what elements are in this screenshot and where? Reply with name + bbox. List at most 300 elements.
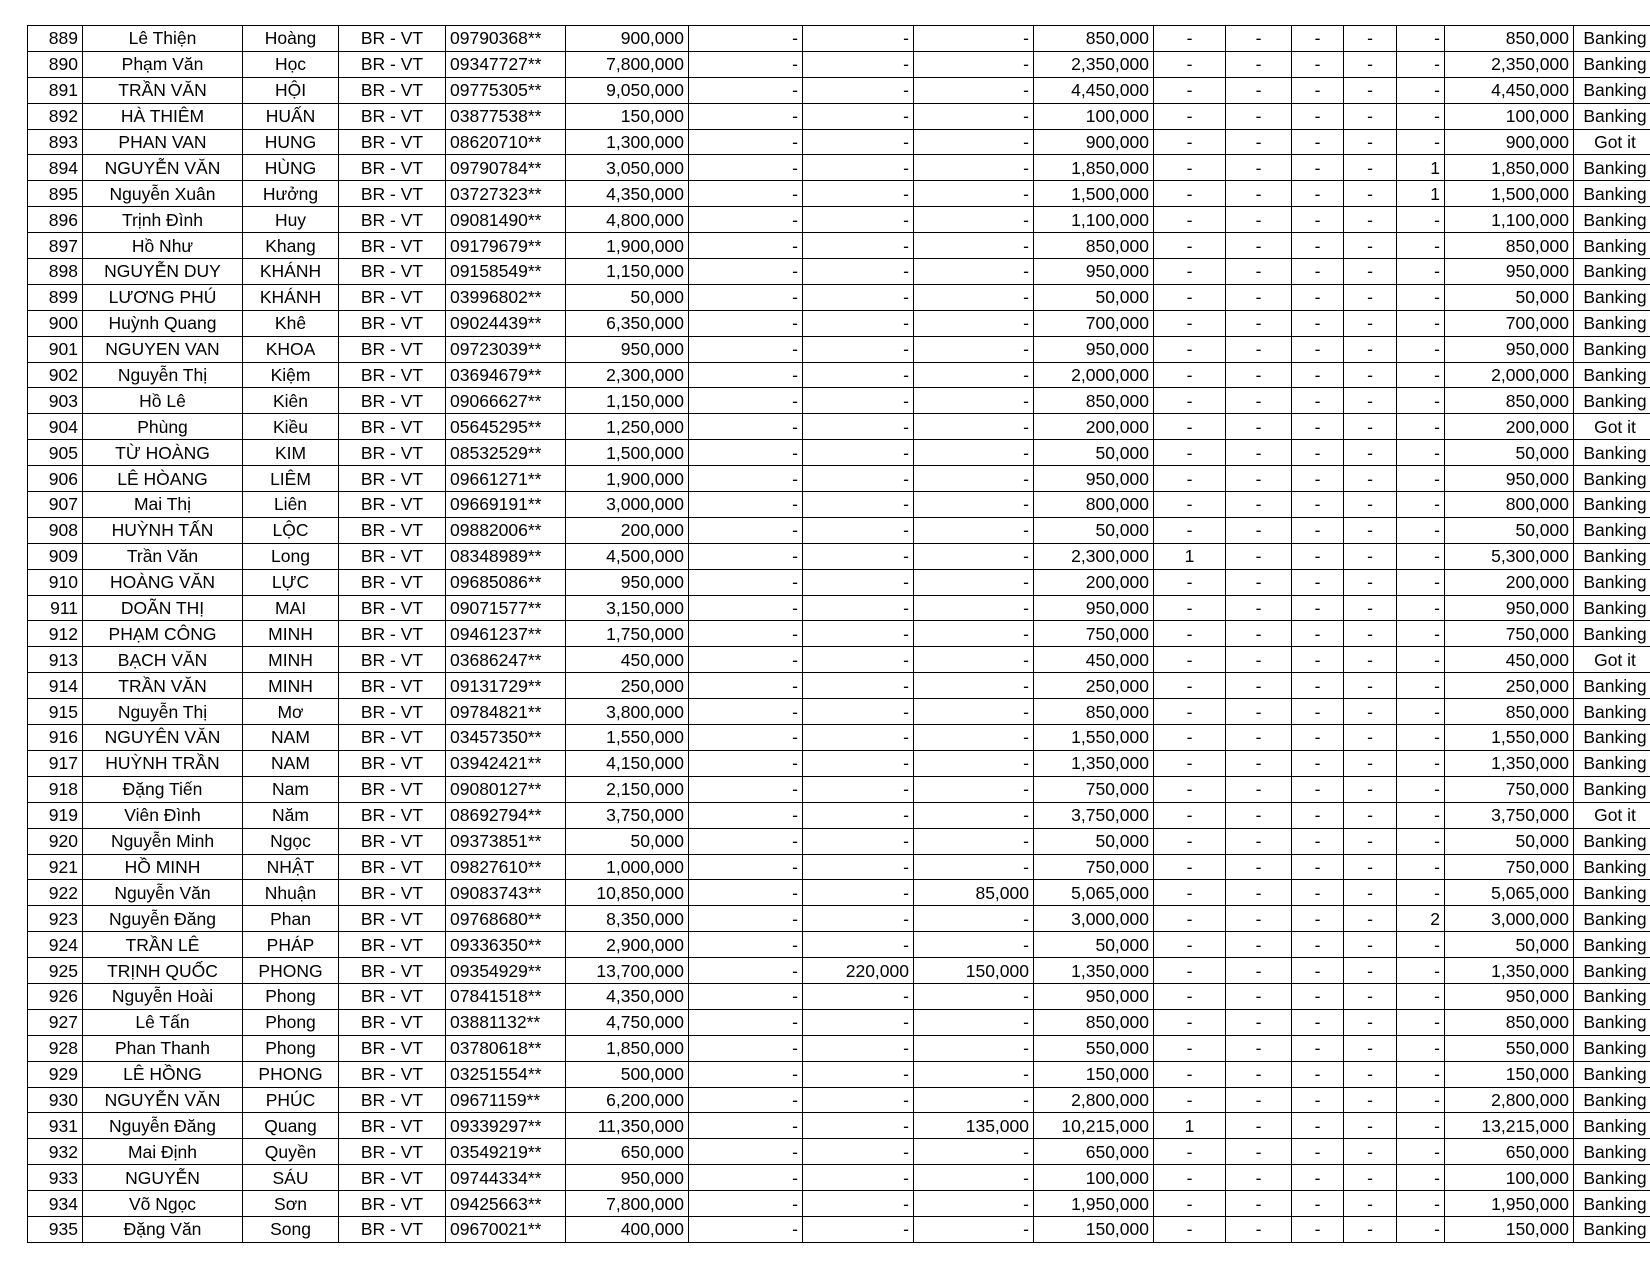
count-2-cell: - bbox=[1226, 647, 1292, 673]
count-2-cell: - bbox=[1226, 440, 1292, 466]
count-3-cell: - bbox=[1292, 207, 1344, 233]
count-3-cell: - bbox=[1292, 310, 1344, 336]
amount-3-cell: - bbox=[803, 1061, 914, 1087]
phone-cell: 09347727** bbox=[446, 51, 566, 77]
amount-4-cell: - bbox=[914, 1165, 1034, 1191]
payment-method-cell: Banking bbox=[1574, 181, 1650, 207]
count-4-cell: - bbox=[1344, 1139, 1397, 1165]
amount-2-cell: - bbox=[689, 284, 803, 310]
amount-5-cell: 50,000 bbox=[1034, 932, 1154, 958]
last-name-cell: Năm bbox=[243, 802, 339, 828]
total-amount-cell: 50,000 bbox=[1445, 517, 1574, 543]
first-name-cell: Phùng bbox=[83, 414, 243, 440]
count-4-cell: - bbox=[1344, 776, 1397, 802]
amount-1-cell: 3,150,000 bbox=[566, 595, 689, 621]
first-name-cell: Mai Thị bbox=[83, 492, 243, 518]
count-1-cell: - bbox=[1154, 259, 1226, 285]
amount-4-cell: - bbox=[914, 1061, 1034, 1087]
count-4-cell: - bbox=[1344, 1191, 1397, 1217]
amount-4-cell: 135,000 bbox=[914, 1113, 1034, 1139]
amount-1-cell: 1,900,000 bbox=[566, 466, 689, 492]
phone-cell: 09723039** bbox=[446, 336, 566, 362]
count-4-cell: - bbox=[1344, 673, 1397, 699]
total-amount-cell: 2,350,000 bbox=[1445, 51, 1574, 77]
count-5-cell: - bbox=[1397, 569, 1445, 595]
phone-cell: 09080127** bbox=[446, 776, 566, 802]
count-1-cell: - bbox=[1154, 77, 1226, 103]
count-3-cell: - bbox=[1292, 699, 1344, 725]
payment-method-cell: Banking bbox=[1574, 1191, 1650, 1217]
count-5-cell: - bbox=[1397, 129, 1445, 155]
payment-method-cell: Banking bbox=[1574, 750, 1650, 776]
count-4-cell: - bbox=[1344, 621, 1397, 647]
count-5-cell: 1 bbox=[1397, 155, 1445, 181]
first-name-cell: TỪ HOÀNG bbox=[83, 440, 243, 466]
count-4-cell: - bbox=[1344, 802, 1397, 828]
last-name-cell: KHÁNH bbox=[243, 284, 339, 310]
count-5-cell: - bbox=[1397, 77, 1445, 103]
row-number-cell: 911 bbox=[28, 595, 83, 621]
table-row bbox=[28, 1087, 1650, 1113]
first-name-cell: HUỲNH TẤN bbox=[83, 517, 243, 543]
count-3-cell: - bbox=[1292, 647, 1344, 673]
count-2-cell: - bbox=[1226, 1113, 1292, 1139]
count-4-cell: - bbox=[1344, 310, 1397, 336]
amount-4-cell: - bbox=[914, 77, 1034, 103]
count-3-cell: - bbox=[1292, 129, 1344, 155]
amount-3-cell: - bbox=[803, 440, 914, 466]
row-number-cell: 924 bbox=[28, 932, 83, 958]
province-cell: BR - VT bbox=[339, 906, 446, 932]
total-amount-cell: 200,000 bbox=[1445, 569, 1574, 595]
province-cell: BR - VT bbox=[339, 802, 446, 828]
amount-4-cell: - bbox=[914, 284, 1034, 310]
payment-method-cell: Banking bbox=[1574, 1165, 1650, 1191]
amount-2-cell: - bbox=[689, 517, 803, 543]
amount-4-cell: - bbox=[914, 1035, 1034, 1061]
count-1-cell: - bbox=[1154, 673, 1226, 699]
amount-5-cell: 850,000 bbox=[1034, 1009, 1154, 1035]
table-row bbox=[28, 207, 1650, 233]
amount-3-cell: - bbox=[803, 388, 914, 414]
first-name-cell: Phạm Văn bbox=[83, 51, 243, 77]
amount-3-cell: - bbox=[803, 699, 914, 725]
amount-3-cell: - bbox=[803, 259, 914, 285]
amount-3-cell: - bbox=[803, 880, 914, 906]
count-2-cell: - bbox=[1226, 181, 1292, 207]
table-row bbox=[28, 1165, 1650, 1191]
total-amount-cell: 50,000 bbox=[1445, 828, 1574, 854]
amount-5-cell: 250,000 bbox=[1034, 673, 1154, 699]
payment-method-cell: Banking bbox=[1574, 776, 1650, 802]
province-cell: BR - VT bbox=[339, 983, 446, 1009]
count-2-cell: - bbox=[1226, 750, 1292, 776]
count-2-cell: - bbox=[1226, 362, 1292, 388]
count-5-cell: - bbox=[1397, 362, 1445, 388]
total-amount-cell: 4,450,000 bbox=[1445, 77, 1574, 103]
amount-5-cell: 100,000 bbox=[1034, 1165, 1154, 1191]
count-1-cell: - bbox=[1154, 1009, 1226, 1035]
first-name-cell: Mai Định bbox=[83, 1139, 243, 1165]
payment-table bbox=[27, 25, 1650, 1243]
table-row bbox=[28, 517, 1650, 543]
count-5-cell: 2 bbox=[1397, 906, 1445, 932]
amount-3-cell: - bbox=[803, 983, 914, 1009]
amount-5-cell: 850,000 bbox=[1034, 233, 1154, 259]
amount-2-cell: - bbox=[689, 621, 803, 647]
first-name-cell: Nguyễn Văn bbox=[83, 880, 243, 906]
last-name-cell: Sơn bbox=[243, 1191, 339, 1217]
amount-1-cell: 9,050,000 bbox=[566, 77, 689, 103]
last-name-cell: SÁU bbox=[243, 1165, 339, 1191]
amount-4-cell: - bbox=[914, 414, 1034, 440]
amount-1-cell: 250,000 bbox=[566, 673, 689, 699]
count-2-cell: - bbox=[1226, 1191, 1292, 1217]
count-5-cell: - bbox=[1397, 1165, 1445, 1191]
count-5-cell: - bbox=[1397, 750, 1445, 776]
phone-cell: 08692794** bbox=[446, 802, 566, 828]
phone-cell: 09775305** bbox=[446, 77, 566, 103]
count-1-cell: - bbox=[1154, 595, 1226, 621]
amount-4-cell: - bbox=[914, 699, 1034, 725]
count-1-cell: - bbox=[1154, 181, 1226, 207]
first-name-cell: HUỲNH TRẦN bbox=[83, 750, 243, 776]
row-number-cell: 921 bbox=[28, 854, 83, 880]
table-row bbox=[28, 1139, 1650, 1165]
count-4-cell: - bbox=[1344, 595, 1397, 621]
first-name-cell: Đặng Văn bbox=[83, 1216, 243, 1242]
count-3-cell: - bbox=[1292, 1035, 1344, 1061]
count-4-cell: - bbox=[1344, 181, 1397, 207]
amount-3-cell: 220,000 bbox=[803, 958, 914, 984]
amount-4-cell: - bbox=[914, 1009, 1034, 1035]
last-name-cell: PHONG bbox=[243, 958, 339, 984]
count-3-cell: - bbox=[1292, 750, 1344, 776]
payment-method-cell: Banking bbox=[1574, 828, 1650, 854]
count-1-cell: - bbox=[1154, 983, 1226, 1009]
last-name-cell: Phong bbox=[243, 983, 339, 1009]
count-2-cell: - bbox=[1226, 492, 1292, 518]
count-3-cell: - bbox=[1292, 828, 1344, 854]
count-3-cell: - bbox=[1292, 517, 1344, 543]
phone-cell: 09670021** bbox=[446, 1216, 566, 1242]
count-5-cell: - bbox=[1397, 699, 1445, 725]
amount-5-cell: 2,300,000 bbox=[1034, 543, 1154, 569]
table-row bbox=[28, 880, 1650, 906]
phone-cell: 09744334** bbox=[446, 1165, 566, 1191]
first-name-cell: Lê Tấn bbox=[83, 1009, 243, 1035]
amount-3-cell: - bbox=[803, 103, 914, 129]
amount-2-cell: - bbox=[689, 259, 803, 285]
amount-4-cell: - bbox=[914, 1216, 1034, 1242]
table-row bbox=[28, 388, 1650, 414]
amount-5-cell: 1,950,000 bbox=[1034, 1191, 1154, 1217]
table-row bbox=[28, 129, 1650, 155]
amount-3-cell: - bbox=[803, 362, 914, 388]
count-5-cell: - bbox=[1397, 1009, 1445, 1035]
count-2-cell: - bbox=[1226, 621, 1292, 647]
province-cell: BR - VT bbox=[339, 129, 446, 155]
amount-3-cell: - bbox=[803, 854, 914, 880]
last-name-cell: LỘC bbox=[243, 517, 339, 543]
province-cell: BR - VT bbox=[339, 1113, 446, 1139]
table-row bbox=[28, 647, 1650, 673]
count-3-cell: - bbox=[1292, 1061, 1344, 1087]
province-cell: BR - VT bbox=[339, 543, 446, 569]
payment-method-cell: Banking bbox=[1574, 1113, 1650, 1139]
table-row bbox=[28, 1113, 1650, 1139]
amount-3-cell: - bbox=[803, 673, 914, 699]
count-4-cell: - bbox=[1344, 414, 1397, 440]
province-cell: BR - VT bbox=[339, 725, 446, 751]
amount-1-cell: 13,700,000 bbox=[566, 958, 689, 984]
row-number-cell: 915 bbox=[28, 699, 83, 725]
row-number-cell: 895 bbox=[28, 181, 83, 207]
amount-4-cell: - bbox=[914, 725, 1034, 751]
count-2-cell: - bbox=[1226, 1009, 1292, 1035]
row-number-cell: 931 bbox=[28, 1113, 83, 1139]
phone-cell: 03780618** bbox=[446, 1035, 566, 1061]
payment-method-cell: Banking bbox=[1574, 362, 1650, 388]
first-name-cell: Nguyễn Đăng bbox=[83, 1113, 243, 1139]
amount-1-cell: 950,000 bbox=[566, 336, 689, 362]
table-row bbox=[28, 932, 1650, 958]
amount-1-cell: 900,000 bbox=[566, 26, 689, 52]
row-number-cell: 930 bbox=[28, 1087, 83, 1113]
amount-1-cell: 4,800,000 bbox=[566, 207, 689, 233]
amount-2-cell: - bbox=[689, 569, 803, 595]
count-3-cell: - bbox=[1292, 181, 1344, 207]
amount-5-cell: 1,350,000 bbox=[1034, 750, 1154, 776]
table-row bbox=[28, 595, 1650, 621]
amount-3-cell: - bbox=[803, 284, 914, 310]
table-row bbox=[28, 1216, 1650, 1242]
count-5-cell: - bbox=[1397, 466, 1445, 492]
amount-4-cell: - bbox=[914, 207, 1034, 233]
count-3-cell: - bbox=[1292, 1139, 1344, 1165]
table-row bbox=[28, 673, 1650, 699]
count-4-cell: - bbox=[1344, 1087, 1397, 1113]
table-row bbox=[28, 440, 1650, 466]
total-amount-cell: 850,000 bbox=[1445, 1009, 1574, 1035]
amount-1-cell: 1,750,000 bbox=[566, 621, 689, 647]
amount-3-cell: - bbox=[803, 1113, 914, 1139]
amount-1-cell: 200,000 bbox=[566, 517, 689, 543]
amount-4-cell: - bbox=[914, 310, 1034, 336]
province-cell: BR - VT bbox=[339, 1139, 446, 1165]
table-row bbox=[28, 362, 1650, 388]
row-number-cell: 929 bbox=[28, 1061, 83, 1087]
amount-4-cell: - bbox=[914, 517, 1034, 543]
amount-4-cell: - bbox=[914, 673, 1034, 699]
count-4-cell: - bbox=[1344, 1035, 1397, 1061]
province-cell: BR - VT bbox=[339, 233, 446, 259]
amount-1-cell: 11,350,000 bbox=[566, 1113, 689, 1139]
count-1-cell: - bbox=[1154, 776, 1226, 802]
last-name-cell: MAI bbox=[243, 595, 339, 621]
amount-4-cell: - bbox=[914, 440, 1034, 466]
last-name-cell: Hưởng bbox=[243, 181, 339, 207]
amount-2-cell: - bbox=[689, 362, 803, 388]
count-3-cell: - bbox=[1292, 906, 1344, 932]
count-4-cell: - bbox=[1344, 569, 1397, 595]
count-5-cell: - bbox=[1397, 336, 1445, 362]
phone-cell: 03686247** bbox=[446, 647, 566, 673]
row-number-cell: 908 bbox=[28, 517, 83, 543]
last-name-cell: Phong bbox=[243, 1035, 339, 1061]
amount-2-cell: - bbox=[689, 595, 803, 621]
table-row bbox=[28, 621, 1650, 647]
count-4-cell: - bbox=[1344, 129, 1397, 155]
table-row bbox=[28, 466, 1650, 492]
amount-1-cell: 7,800,000 bbox=[566, 1191, 689, 1217]
total-amount-cell: 200,000 bbox=[1445, 414, 1574, 440]
payment-method-cell: Banking bbox=[1574, 543, 1650, 569]
last-name-cell: HỘI bbox=[243, 77, 339, 103]
count-5-cell: - bbox=[1397, 673, 1445, 699]
count-2-cell: - bbox=[1226, 77, 1292, 103]
province-cell: BR - VT bbox=[339, 1216, 446, 1242]
amount-2-cell: - bbox=[689, 776, 803, 802]
table-row bbox=[28, 906, 1650, 932]
total-amount-cell: 550,000 bbox=[1445, 1035, 1574, 1061]
phone-cell: 09790784** bbox=[446, 155, 566, 181]
province-cell: BR - VT bbox=[339, 828, 446, 854]
table-row bbox=[28, 699, 1650, 725]
province-cell: BR - VT bbox=[339, 440, 446, 466]
row-number-cell: 896 bbox=[28, 207, 83, 233]
payment-method-cell: Banking bbox=[1574, 440, 1650, 466]
count-3-cell: - bbox=[1292, 103, 1344, 129]
amount-5-cell: 50,000 bbox=[1034, 284, 1154, 310]
row-number-cell: 916 bbox=[28, 725, 83, 751]
first-name-cell: PHẠM CÔNG bbox=[83, 621, 243, 647]
table-row bbox=[28, 310, 1650, 336]
last-name-cell: Mơ bbox=[243, 699, 339, 725]
total-amount-cell: 50,000 bbox=[1445, 284, 1574, 310]
count-2-cell: - bbox=[1226, 595, 1292, 621]
first-name-cell: HÀ THIÊM bbox=[83, 103, 243, 129]
table-row bbox=[28, 103, 1650, 129]
count-5-cell: - bbox=[1397, 595, 1445, 621]
amount-4-cell: 150,000 bbox=[914, 958, 1034, 984]
amount-5-cell: 950,000 bbox=[1034, 336, 1154, 362]
count-4-cell: - bbox=[1344, 388, 1397, 414]
amount-3-cell: - bbox=[803, 233, 914, 259]
payment-method-cell: Banking bbox=[1574, 906, 1650, 932]
province-cell: BR - VT bbox=[339, 569, 446, 595]
row-number-cell: 889 bbox=[28, 26, 83, 52]
last-name-cell: Kiệm bbox=[243, 362, 339, 388]
amount-2-cell: - bbox=[689, 828, 803, 854]
phone-cell: 09179679** bbox=[446, 233, 566, 259]
amount-2-cell: - bbox=[689, 207, 803, 233]
count-1-cell: - bbox=[1154, 932, 1226, 958]
count-3-cell: - bbox=[1292, 362, 1344, 388]
table-row bbox=[28, 958, 1650, 984]
count-3-cell: - bbox=[1292, 259, 1344, 285]
count-3-cell: - bbox=[1292, 1087, 1344, 1113]
amount-4-cell: - bbox=[914, 492, 1034, 518]
last-name-cell: Huy bbox=[243, 207, 339, 233]
table-row bbox=[28, 51, 1650, 77]
count-1-cell: - bbox=[1154, 1139, 1226, 1165]
count-1-cell: - bbox=[1154, 958, 1226, 984]
phone-cell: 09669191** bbox=[446, 492, 566, 518]
total-amount-cell: 850,000 bbox=[1445, 699, 1574, 725]
amount-2-cell: - bbox=[689, 932, 803, 958]
count-5-cell: - bbox=[1397, 983, 1445, 1009]
amount-5-cell: 950,000 bbox=[1034, 595, 1154, 621]
amount-5-cell: 700,000 bbox=[1034, 310, 1154, 336]
count-1-cell: - bbox=[1154, 388, 1226, 414]
amount-5-cell: 750,000 bbox=[1034, 854, 1154, 880]
last-name-cell: Khang bbox=[243, 233, 339, 259]
last-name-cell: LỰC bbox=[243, 569, 339, 595]
phone-cell: 09024439** bbox=[446, 310, 566, 336]
total-amount-cell: 100,000 bbox=[1445, 103, 1574, 129]
count-4-cell: - bbox=[1344, 51, 1397, 77]
phone-cell: 09685086** bbox=[446, 569, 566, 595]
phone-cell: 09768680** bbox=[446, 906, 566, 932]
amount-5-cell: 4,450,000 bbox=[1034, 77, 1154, 103]
count-5-cell: - bbox=[1397, 284, 1445, 310]
province-cell: BR - VT bbox=[339, 1165, 446, 1191]
amount-4-cell: - bbox=[914, 362, 1034, 388]
payment-method-cell: Banking bbox=[1574, 569, 1650, 595]
table-row bbox=[28, 233, 1650, 259]
count-2-cell: - bbox=[1226, 983, 1292, 1009]
last-name-cell: MINH bbox=[243, 621, 339, 647]
payment-method-cell: Banking bbox=[1574, 77, 1650, 103]
count-2-cell: - bbox=[1226, 207, 1292, 233]
count-4-cell: - bbox=[1344, 207, 1397, 233]
count-2-cell: - bbox=[1226, 673, 1292, 699]
table-row bbox=[28, 854, 1650, 880]
count-2-cell: - bbox=[1226, 854, 1292, 880]
count-5-cell: - bbox=[1397, 828, 1445, 854]
last-name-cell: KIM bbox=[243, 440, 339, 466]
amount-4-cell: - bbox=[914, 233, 1034, 259]
amount-3-cell: - bbox=[803, 26, 914, 52]
first-name-cell: Nguyễn Thị bbox=[83, 699, 243, 725]
amount-1-cell: 6,200,000 bbox=[566, 1087, 689, 1113]
count-1-cell: - bbox=[1154, 155, 1226, 181]
count-1-cell: - bbox=[1154, 492, 1226, 518]
amount-1-cell: 4,500,000 bbox=[566, 543, 689, 569]
count-5-cell: - bbox=[1397, 725, 1445, 751]
total-amount-cell: 100,000 bbox=[1445, 1165, 1574, 1191]
amount-2-cell: - bbox=[689, 1087, 803, 1113]
table-row bbox=[28, 750, 1650, 776]
amount-2-cell: - bbox=[689, 103, 803, 129]
last-name-cell: Quang bbox=[243, 1113, 339, 1139]
count-1-cell: - bbox=[1154, 362, 1226, 388]
amount-3-cell: - bbox=[803, 336, 914, 362]
province-cell: BR - VT bbox=[339, 517, 446, 543]
count-3-cell: - bbox=[1292, 595, 1344, 621]
count-2-cell: - bbox=[1226, 958, 1292, 984]
amount-5-cell: 950,000 bbox=[1034, 466, 1154, 492]
total-amount-cell: 700,000 bbox=[1445, 310, 1574, 336]
province-cell: BR - VT bbox=[339, 1035, 446, 1061]
count-3-cell: - bbox=[1292, 284, 1344, 310]
row-number-cell: 918 bbox=[28, 776, 83, 802]
amount-5-cell: 200,000 bbox=[1034, 569, 1154, 595]
amount-1-cell: 450,000 bbox=[566, 647, 689, 673]
amount-2-cell: - bbox=[689, 1113, 803, 1139]
count-1-cell: - bbox=[1154, 207, 1226, 233]
